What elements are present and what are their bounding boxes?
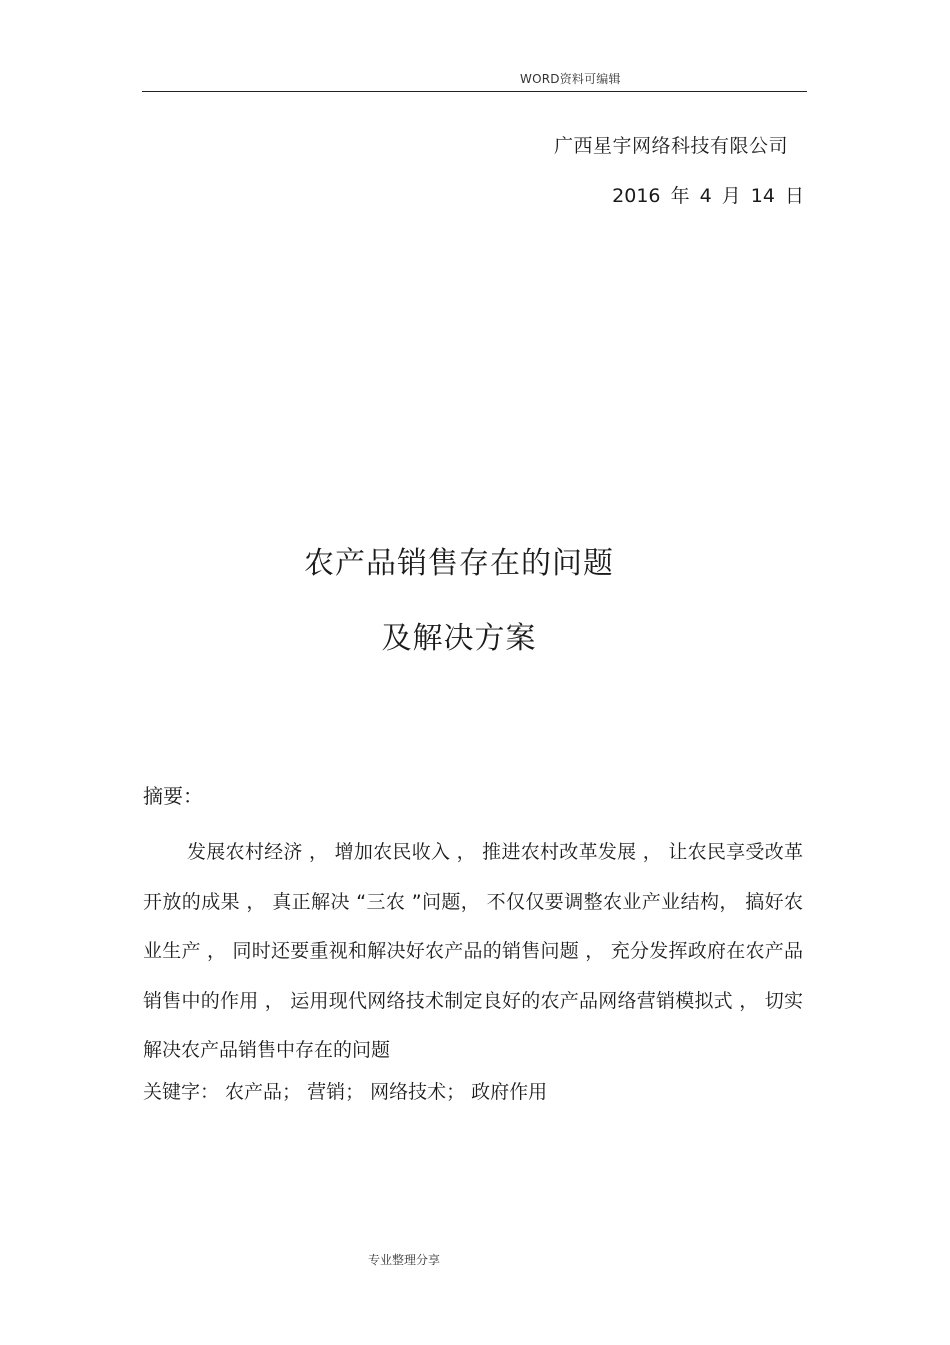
page-header-text: WORD资料可编辑 [520, 72, 621, 86]
abstract-heading: 摘要： [143, 784, 203, 808]
page-footer-text: 专业整理分享 [368, 1253, 441, 1267]
abstract-paragraph: 发展农村经济 ， 增加农民收入 ， 推进农村改革发展 ， 让农民享受改革开放的成果 ， 真正解决 “三农 ”问题， 不仅仅要调整农业产业结构， 搞好农业生产 ， 同时还要重视和解决好农产品的销售问题 ， 充分发挥政府在农产品销售中的作用 ， 运用现代网络技术制定良好的农产品网络营销模拟式 ， 切实解决农产品销售中存在的问题 [143, 841, 803, 1061]
company-name: 广西星宇网络科技有限公司 [553, 135, 788, 157]
header-divider [142, 91, 807, 92]
keywords-line: 关键字： 农产品； 营销； 网络技术； 政府作用 [143, 1081, 548, 1103]
document-date: 2016 年 4 月 14 日 [612, 185, 804, 207]
document-title-line-1: 农产品销售存在的问题 [304, 546, 614, 581]
document-title-line-2: 及解决方案 [381, 621, 537, 656]
